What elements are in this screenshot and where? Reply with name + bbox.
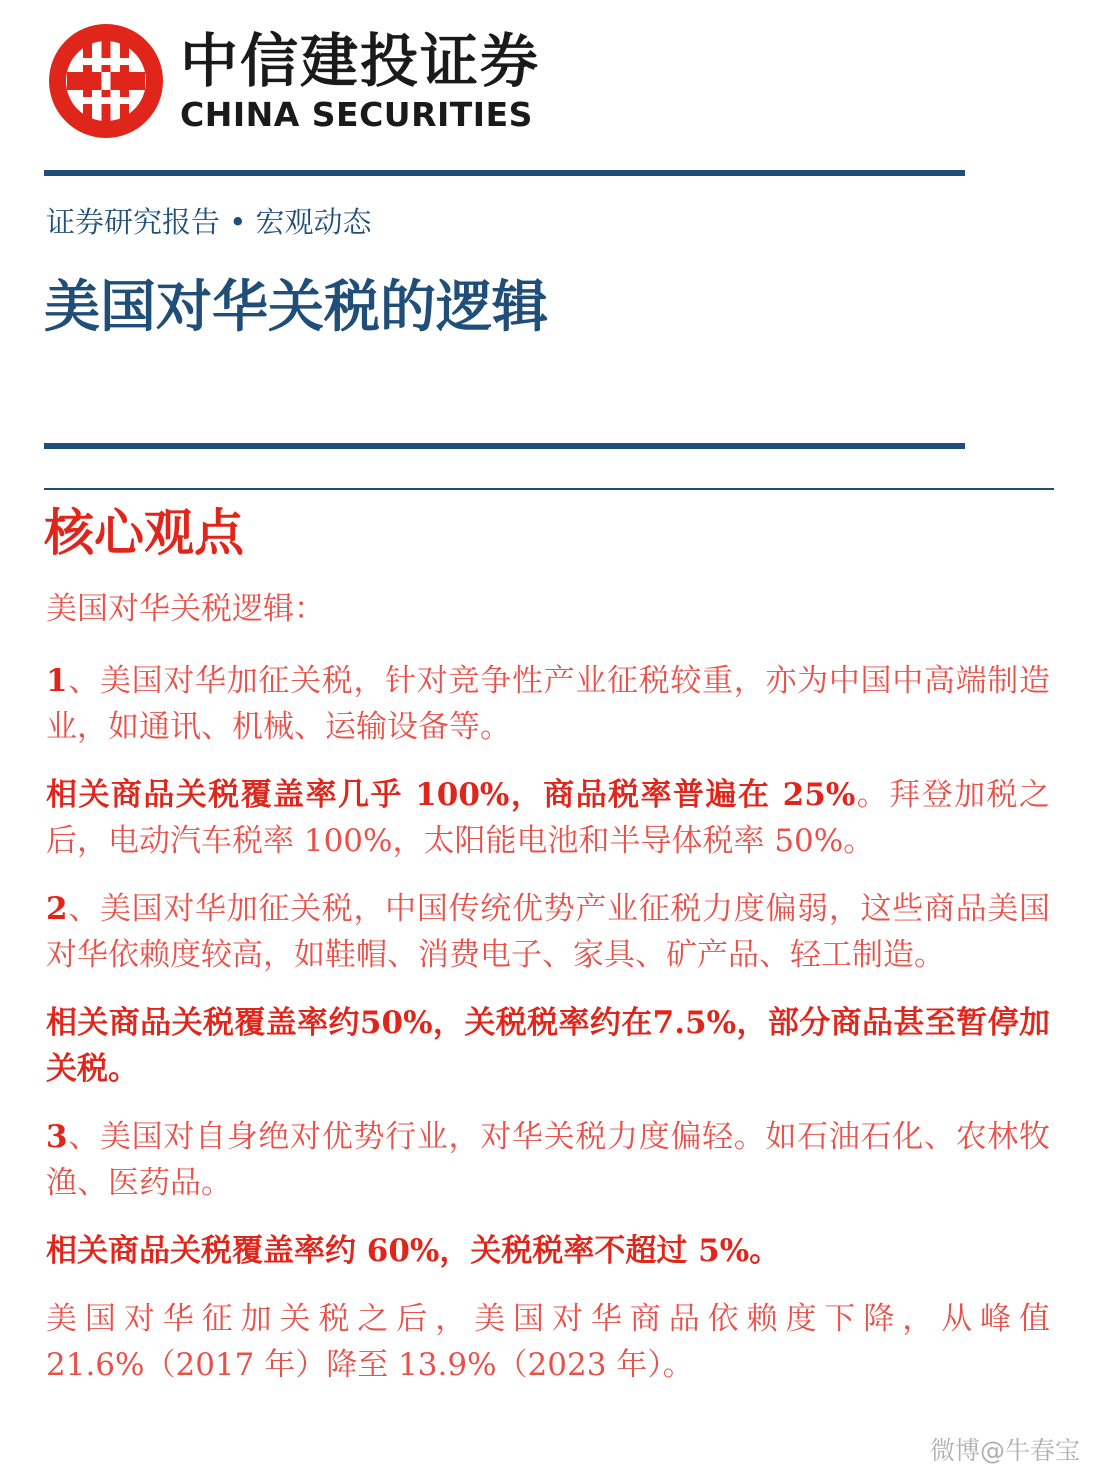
detail-rest: 。拜登加税之后，电动汽车税率 100%，太阳能电池和半导体税率 50%。	[46, 777, 1050, 859]
brand-name-cn: 中信建投证券	[180, 27, 541, 95]
title-divider	[44, 443, 965, 449]
weibo-watermark: 微博@牛春宝	[929, 1436, 1080, 1465]
point-text: 、美国对华加征关税，针对竞争性产业征税较重，亦为中国中高端制造业，如通讯、机械、运输设备等。	[46, 663, 1050, 745]
point-1	[46, 658, 1050, 750]
china-securities-logo-icon	[47, 22, 165, 140]
point-2	[46, 886, 1050, 978]
core-view-heading: 核心观点	[44, 504, 244, 562]
point-text: 、美国对自身绝对优势行业，对华关税力度偏轻。如石油石化、农林牧渔、医药品。	[46, 1119, 1050, 1201]
core-intro: 美国对华关税逻辑：	[46, 591, 325, 627]
section-divider	[44, 488, 1054, 490]
header-divider	[44, 170, 965, 176]
detail-highlight: 相关商品关税覆盖率约50%，关税税率约在7.5%，部分商品甚至暂停加关税。	[46, 1005, 1050, 1087]
conclusion: 美国对华征加关税之后，美国对华商品依赖度下降，从峰值 21.6%（2017 年）降至 13.9%（2023 年）。	[46, 1301, 1050, 1383]
point-number: 1	[46, 663, 68, 699]
detail-highlight: 相关商品关税覆盖率几乎 100%，商品税率普遍在 25%	[46, 777, 856, 813]
brand-name-en: CHINA SECURITIES	[180, 95, 533, 134]
point-1-detail	[46, 772, 1050, 864]
point-number: 2	[46, 891, 68, 927]
core-view-content	[46, 586, 1050, 1410]
point-3-detail	[46, 1228, 1050, 1274]
point-3	[46, 1114, 1050, 1206]
point-2-detail	[46, 1000, 1050, 1092]
report-type-label: 证券研究报告 • 宏观动态	[46, 205, 372, 239]
point-text: 、美国对华加征关税，中国传统优势产业征税力度偏弱，这些商品美国对华依赖度较高，如鞋帽、消费电子、家具、矿产品、轻工制造。	[46, 891, 1050, 973]
report-title: 美国对华关税的逻辑	[44, 275, 548, 340]
detail-highlight: 相关商品关税覆盖率约 60%，关税税率不超过 5%。	[46, 1233, 781, 1269]
point-number: 3	[46, 1119, 68, 1155]
